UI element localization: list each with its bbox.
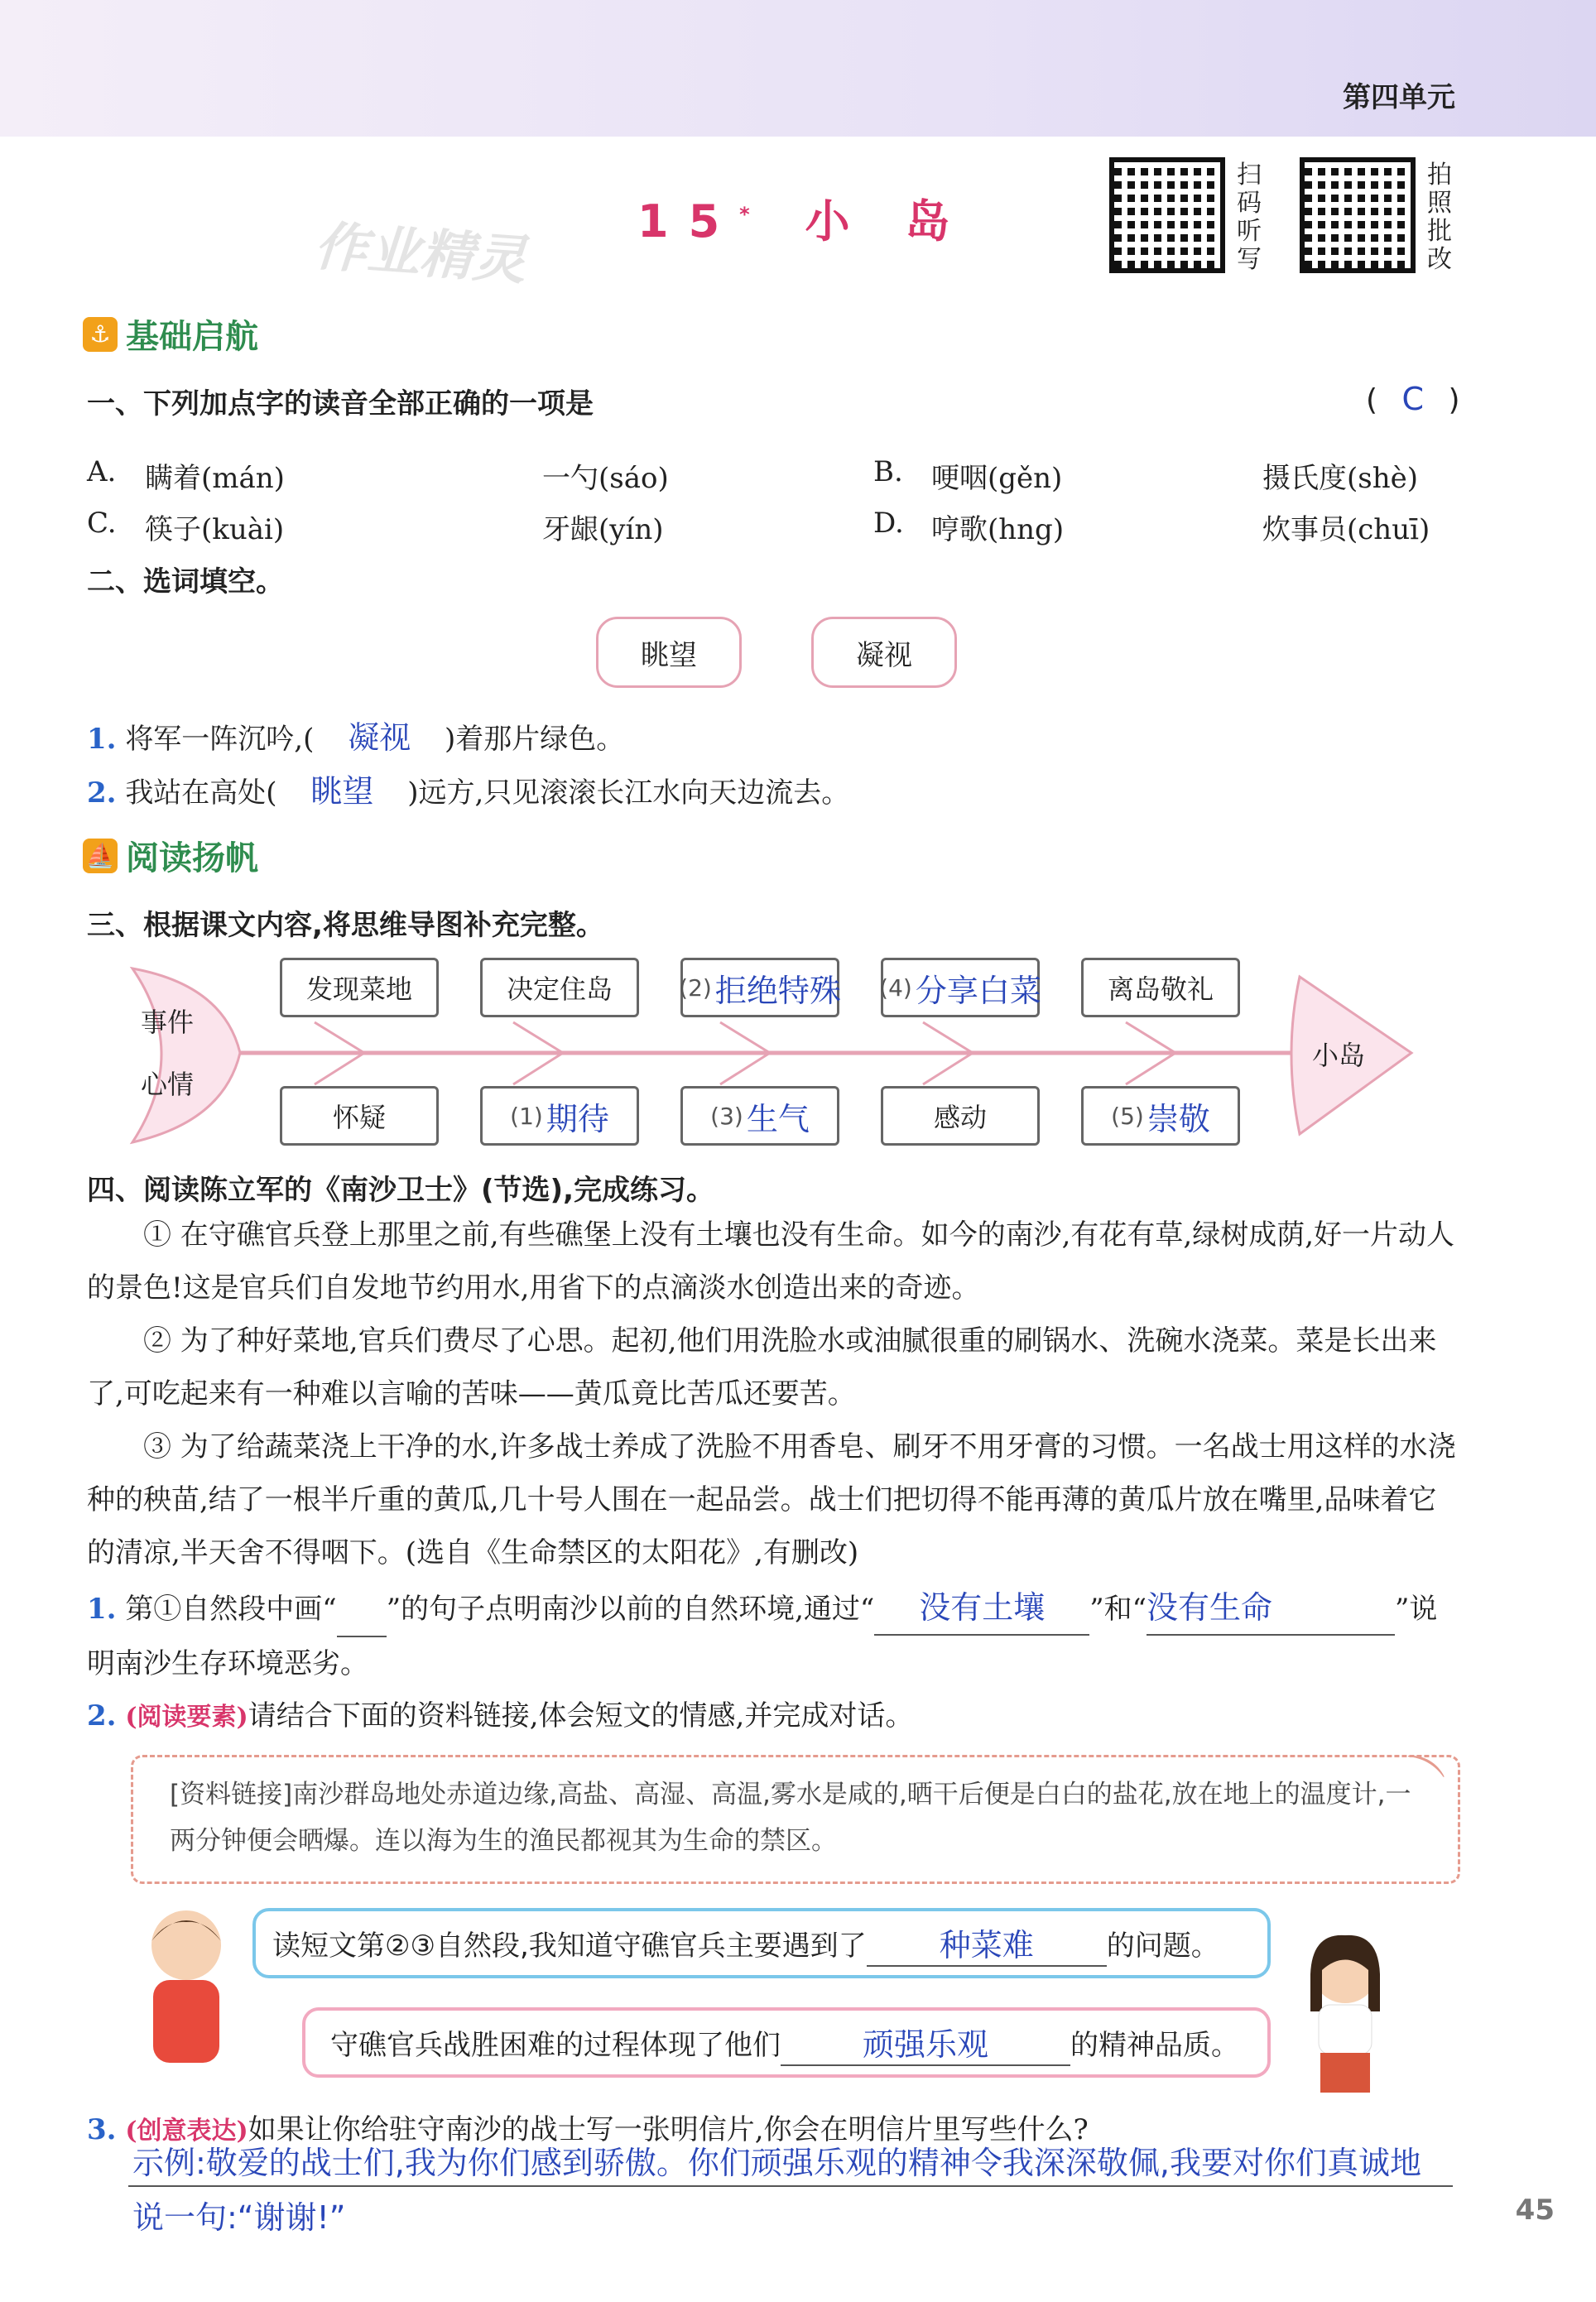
mindmap-bottom-1: 怀疑 [280, 1086, 439, 1146]
q1-answer: C [1401, 381, 1425, 417]
boy-avatar [132, 1904, 240, 2069]
mindmap-top-4: (4) 分享白菜 [881, 958, 1040, 1017]
material-link [170, 1771, 1428, 1864]
section-reading [83, 832, 258, 879]
section-basic-title: 基础启航 [126, 318, 258, 356]
mindmap-top-1: 发现菜地 [280, 958, 439, 1017]
word-card-2: 凝视 [811, 617, 957, 688]
mindmap-left-bottom: 心情 [141, 1069, 195, 1100]
creative-expression-tag: (创意表达) [125, 2117, 248, 2146]
q4-stem: 四、阅读陈立军的《南沙卫士》(节选),完成练习。 [87, 1174, 714, 1207]
q4-sub1: 1. 第①自然段中画“ ”的句子点明南沙以前的自然环境,通过“ 没有土壤 ”和“没有生命 ”说明南沙生存环境恶劣。 [87, 1581, 1461, 1690]
q4-sub3-answer: 示例:敬爱的战士们,我为你们感到骄傲。你们顽强乐观的精神令我深深敬佩,我要对你们真诚地说一句:“谢谢!” [132, 2145, 1421, 2236]
bubble2-answer: 顽强乐观 [781, 2019, 1070, 2066]
reading-element-tag: (阅读要素) [125, 1703, 248, 1732]
option-d-item1: 哼歌(hng) [931, 513, 1065, 546]
girl-avatar [1296, 1929, 1395, 2094]
q4-sub1-answer-1: 没有土壤 [874, 1581, 1089, 1636]
q4-sub2: 2. (阅读要素)请结合下面的资料链接,体会短文的情感,并完成对话。 [87, 1699, 914, 1733]
option-b-item1: 哽咽(gěn) [931, 462, 1063, 495]
photo-grade-label: 拍照批改 [1427, 161, 1452, 274]
qr-code-grade[interactable] [1300, 157, 1416, 273]
option-c-item1: 筷子(kuài) [145, 513, 285, 546]
qr-code-listen[interactable] [1109, 157, 1225, 273]
section-reading-title: 阅读扬帆 [126, 839, 258, 877]
dialogue-bubble-2: 守礁官兵战胜困难的过程体现了他们 顽强乐观 的精神品质。 [302, 2007, 1271, 2078]
mindmap-top-3: (2) 拒绝特殊 [680, 958, 839, 1017]
lesson-name: 小 岛 [805, 195, 970, 248]
dialogue-bubble-1: 读短文第②③自然段,我知道守礁官兵主要遇到了 种菜难 的问题。 [252, 1908, 1271, 1978]
option-c-item2: 牙龈(yín) [542, 513, 664, 546]
q3-stem: 三、根据课文内容,将思维导图补充完整。 [87, 909, 604, 942]
q1-stem: 一、下列加点字的读音全部正确的一项是 [87, 387, 594, 421]
paragraph-1: ① 在守礁官兵登上那里之前,有些礁堡上没有土壤也没有生命。如今的南沙,有花有草,绿树成荫,好一片动人的景色!这是官兵们自发地节约用水,用省下的点滴淡水创造出来的奇迹。 [87, 1218, 1455, 1305]
mindmap-bottom-5: (5) 崇敬 [1081, 1086, 1240, 1146]
lesson-number: 15 [637, 195, 740, 248]
scan-listen-label: 扫码听写 [1237, 161, 1262, 274]
mindmap-top-5: 离岛敬礼 [1081, 958, 1240, 1017]
header-band [0, 0, 1596, 137]
lesson-star: * [739, 203, 770, 226]
paragraph-3: ③ 为了给蔬菜浇上干净的水,许多战士养成了洗脸不用香皂、刷牙不用牙膏的习惯。一名战士用这样的水浇种的秧苗,结了一根半斤重的黄瓜,几十号人围在一起品尝。战士们把切得不能再薄的黄瓜片放在嘴里,品味着它的清凉,半天舍不得咽下。(选自《生命禁区的太阳花》,有删改) [87, 1430, 1456, 1569]
mindmap-left-top: 事件 [141, 1007, 195, 1038]
option-a-item1: 瞒着(mán) [145, 462, 285, 495]
sail-icon: ⛵ [83, 839, 118, 873]
q1-options: A. 瞒着(mán) 一勺(sáo) B. 哽咽(gěn) 摄氏度(shè) C. 筷子(kuài) 牙龈(yín) D. 哼歌(hng) 炊事员(chuī) [87, 455, 1494, 558]
mindmap-top-2: 决定住岛 [480, 958, 639, 1017]
q2-item-2: 2. 我站在高处( 眺望 )远方,只见滚滚长江水向天边流去。 [87, 773, 850, 810]
anchor-icon: ⚓ [83, 317, 118, 352]
option-b-item2: 摄氏度(shè) [1262, 462, 1418, 495]
bubble1-answer: 种菜难 [867, 1920, 1107, 1967]
q4-sub1-answer-2: 没有生命 [1147, 1581, 1395, 1636]
section-basic [83, 310, 258, 358]
mindmap-bottom-2: (1) 期待 [480, 1086, 639, 1146]
material-link-text: 南沙群岛地处赤道边缘,高盐、高湿、高温,雾水是咸的,晒干后便是白白的盐花,放在地上的温度计,一两分钟便会晒爆。连以海为生的渔民都视其为生命的禁区。 [170, 1780, 1411, 1856]
fish-tail [132, 968, 240, 1142]
mindmap-right: 小岛 [1312, 1040, 1366, 1071]
q4-sub3: 3. (创意表达)如果让你给驻守南沙的战士写一张明信片,你会在明信片里写些什么? [87, 2113, 1089, 2146]
material-link-label: [资料链接] [170, 1780, 293, 1809]
q2-answer-2: 眺望 [310, 773, 374, 810]
q2-answer-1: 凝视 [348, 719, 411, 756]
q2-stem: 二、选词填空。 [87, 565, 284, 598]
paragraph-2: ② 为了种好菜地,官兵们费尽了心思。起初,他们用洗脸水或油腻很重的刷锅水、洗碗水浇菜。菜是长出来了,可吃起来有一种难以言喻的苦味——黄瓜竟比苦瓜还要苦。 [87, 1324, 1437, 1411]
option-a-item2: 一勺(sáo) [542, 462, 669, 495]
mindmap-bottom-3: (3) 生气 [680, 1086, 839, 1146]
mindmap-bottom-4: 感动 [881, 1086, 1040, 1146]
q1-answer-bracket: ( C ) [1366, 381, 1460, 417]
q2-item-1: 1. 将军一阵沉吟,( 凝视 )着那片绿色。 [87, 719, 625, 756]
paperclip-icon: ⌒ [1387, 1747, 1449, 1813]
page-number: 45 [1515, 2194, 1555, 2227]
reading-passage [87, 1209, 1461, 1579]
unit-label: 第四单元 [1343, 81, 1455, 114]
word-card-1: 眺望 [596, 617, 742, 688]
watermark: 作业精灵 [312, 216, 528, 292]
lesson-title [637, 186, 969, 250]
option-d-item2: 炊事员(chuī) [1262, 513, 1430, 546]
